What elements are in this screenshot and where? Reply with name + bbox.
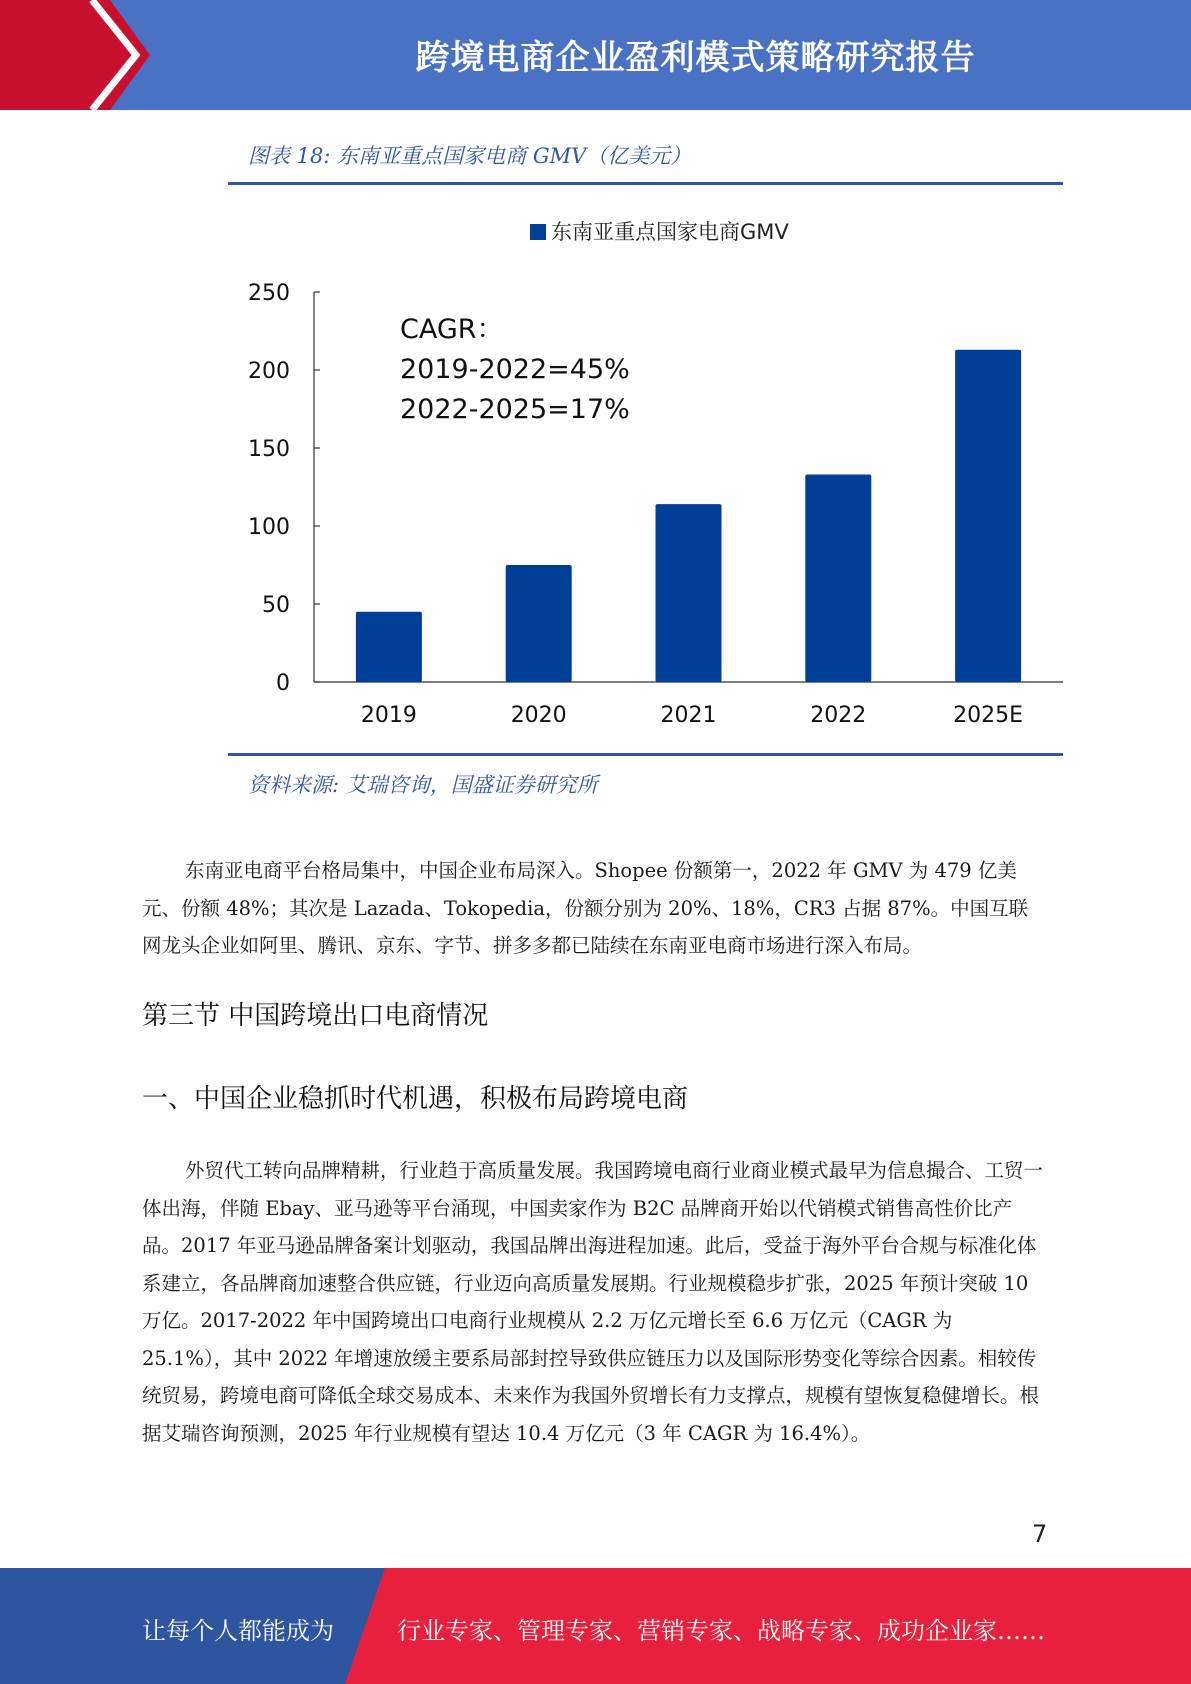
x-tick-label: 2021: [660, 703, 717, 728]
subsection-title: 一、中国企业稳抓时代机遇，积极布局跨境电商: [142, 1084, 689, 1114]
y-axis-ticks: [248, 281, 320, 696]
legend-swatch: [530, 224, 546, 240]
y-tick-label: 200: [248, 359, 290, 384]
chart-legend: [530, 220, 789, 244]
y-tick-label: 0: [276, 671, 290, 696]
bar-2025E: [955, 350, 1021, 682]
y-tick-label: 150: [248, 437, 290, 462]
x-tick-label: 2025E: [953, 703, 1024, 728]
figure-source: 资料来源: 艾瑞咨询，国盛证券研究所: [248, 773, 598, 797]
paragraph-sea-ecommerce: 东南亚电商平台格局集中，中国企业布局深入。Shopee 份额第一，2022 年 GMV 为 479 亿美元、份额 48%；其次是 Lazada、Tokopedia，份额分别为 20%、18%，CR3 占据 87%。中国互联网龙头企业如阿里、腾讯、京东、字节、拼多多都已陆续在东南亚电商市场进行深入布局。: [142, 859, 1029, 957]
figure-top-rule: [228, 182, 1063, 185]
figure-caption: 图表 18: 东南亚重点国家电商 GMV（亿美元）: [248, 144, 692, 168]
x-tick-label: 2020: [510, 703, 567, 728]
y-tick-label: 100: [248, 515, 290, 540]
report-title: 跨境电商企业盈利模式策略研究报告: [415, 38, 976, 78]
bar-2021: [656, 504, 722, 682]
y-tick-label: 50: [262, 593, 290, 618]
page-footer: [0, 1568, 1191, 1684]
bar-2019: [356, 612, 422, 682]
bar-2022: [805, 475, 871, 682]
cagr-annotation-line: 2022-2025=17%: [400, 394, 630, 425]
cagr-annotation-line: CAGR：: [400, 314, 504, 345]
legend-label: 东南亚重点国家电商GMV: [551, 220, 789, 244]
header-chevron-icon: [0, 0, 160, 110]
section-title: 第三节 中国跨境出口电商情况: [142, 1001, 489, 1031]
footer-slogan-left: 让每个人都能成为: [142, 1617, 334, 1645]
x-axis-labels: [361, 703, 1023, 728]
page-number: 7: [1032, 1520, 1048, 1548]
paragraph-china-cross-border: 外贸代工转向品牌精耕，行业趋于高质量发展。我国跨境电商行业商业模式最早为信息撮合、工贸一体出海，伴随 Ebay、亚马逊等平台涌现，中国卖家作为 B2C 品牌商开始以代销模式销售高性价比产品。2017 年亚马逊品牌备案计划驱动，我国品牌出海进程加速。此后，受益于海外平台合规与标准化体系建立，各品牌商加速整合供应链，行业迈向高质量发展期。行业规模稳步扩张，2025 年预计突破 10 万亿。2017-2022 年中国跨境出口电商行业规模从 2.2 万亿元增长至 6.6 万亿元（CAGR 为 25.1%），其中 2022 年增速放缓主要系局部封控导致供应链压力以及国际形势变化等综合因素。相较传统贸易，跨境电商可降低全球交易成本、未来作为我国外贸增长有力支撑点，规模有望恢复稳健增长。根据艾瑞咨询预测，2025 年行业规模有望达 10.4 万亿元（3 年 CAGR 为 16.4%）。: [142, 1159, 1044, 1445]
figure-bottom-rule: [228, 753, 1063, 756]
x-tick-label: 2019: [360, 703, 417, 728]
footer-slogan-right: 行业专家、管理专家、营销专家、战略专家、成功企业家……: [397, 1617, 1045, 1645]
cagr-annotation: [400, 314, 630, 425]
y-tick-label: 250: [248, 281, 290, 306]
x-tick-label: 2022: [810, 703, 867, 728]
cagr-annotation-line: 2019-2022=45%: [400, 354, 630, 385]
gmv-bar-chart: [228, 190, 1063, 750]
page-header: [0, 0, 1191, 110]
bar-2020: [506, 565, 572, 682]
